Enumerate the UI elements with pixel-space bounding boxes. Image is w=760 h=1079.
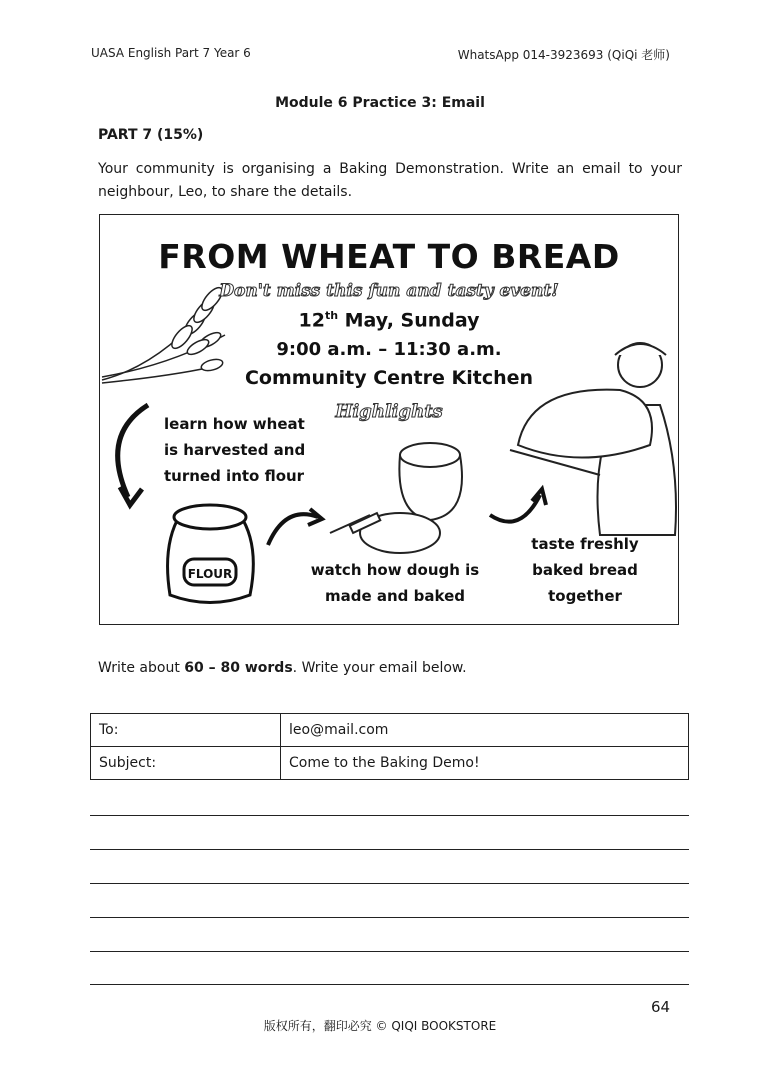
writing-line[interactable] <box>90 815 689 816</box>
subject-label: Subject: <box>91 747 281 780</box>
caption-taste: taste freshly baked bread together <box>531 535 639 605</box>
writing-line[interactable] <box>90 849 689 850</box>
email-header-table <box>90 713 689 780</box>
to-label: To: <box>91 714 281 747</box>
poster-title: FROM WHEAT TO BREAD <box>158 237 620 276</box>
writing-line[interactable] <box>90 917 689 918</box>
writing-line[interactable] <box>90 984 689 985</box>
page-title: Module 6 Practice 3: Email <box>275 95 485 111</box>
header-left: UASA English Part 7 Year 6 <box>91 46 251 60</box>
writing-line[interactable] <box>90 883 689 884</box>
table-row <box>91 747 689 780</box>
flour-label: FLOUR <box>187 567 233 581</box>
subject-value: Come to the Baking Demo! <box>281 747 689 780</box>
footer-copyright: 版权所有，翻印必究 © QIQI BOOKSTORE <box>263 1019 497 1033</box>
poster-venue: Community Centre Kitchen <box>244 367 534 389</box>
page-number: 64 <box>651 998 671 1016</box>
event-poster <box>99 214 679 625</box>
word-count-instruction: Write about 60 – 80 words. Write your email below. <box>98 660 467 676</box>
flour-sack-icon <box>168 505 254 603</box>
caption-dough: watch how dough is made and baked <box>310 561 480 605</box>
poster-date: 12th May, Sunday <box>298 309 480 332</box>
to-value: leo@mail.com <box>281 714 689 747</box>
table-row <box>91 714 689 747</box>
poster-tagline: Don't miss this fun and tasty event! <box>219 281 559 301</box>
writing-line[interactable] <box>90 951 689 952</box>
poster-highlights: Highlights <box>335 401 443 422</box>
dough-icon <box>330 443 462 553</box>
caption-harvest: learn how wheat is harvested and turned into flour <box>164 415 306 485</box>
part-label: PART 7 (15%) <box>98 127 204 143</box>
poster-time: 9:00 a.m. – 11:30 a.m. <box>276 339 502 360</box>
instruction-text: Your community is organising a Baking Demonstration. Write an email to your neighbour, Leo, to share the details. <box>98 161 682 200</box>
arrow-icon <box>268 514 318 545</box>
header-right: WhatsApp 014-3923693 (QiQi 老师) <box>457 48 670 62</box>
